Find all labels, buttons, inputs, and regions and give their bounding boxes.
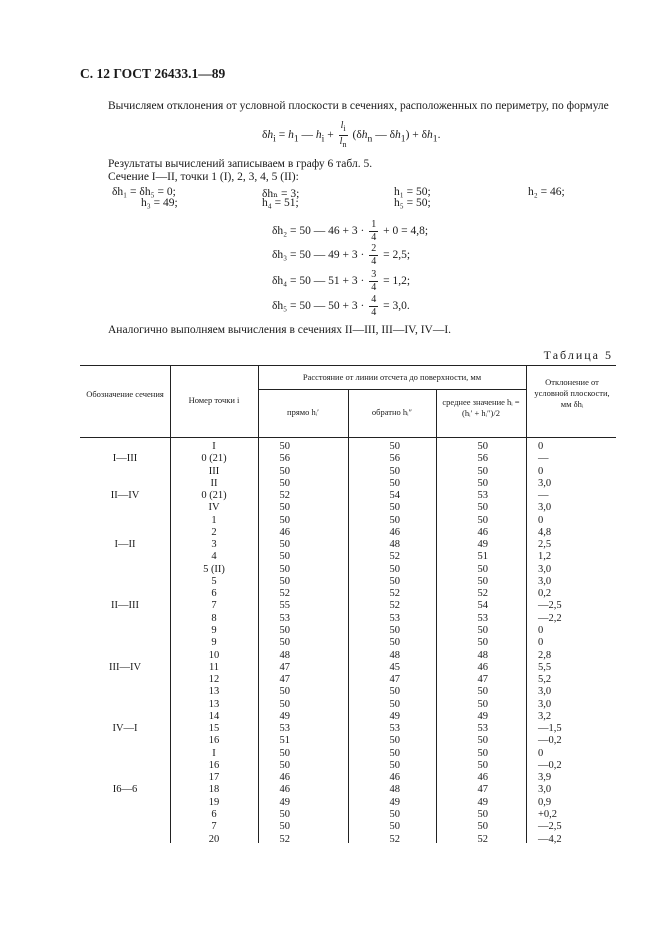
value-a1: δh₁ = δh₅ = 0; bbox=[112, 186, 176, 198]
cell-reverse: 50 bbox=[389, 808, 400, 820]
cell-reverse: 47 bbox=[389, 674, 400, 686]
cell-mean: 53 bbox=[477, 490, 488, 502]
cell-point: III bbox=[208, 465, 220, 477]
cell-mean: 46 bbox=[477, 661, 488, 673]
cell-mean: 49 bbox=[477, 796, 488, 808]
table-row bbox=[80, 502, 616, 514]
table-row bbox=[80, 441, 616, 453]
header-distance: Расстояние от линии отсчета до поверхности, мм bbox=[302, 372, 482, 382]
cell-point: 6 bbox=[211, 588, 217, 600]
cell-direct: 56 bbox=[279, 453, 290, 465]
table-row bbox=[80, 551, 616, 563]
cell-deviation: —2,2 bbox=[538, 612, 562, 624]
value-b1: δhₙ = 3; bbox=[262, 188, 300, 200]
value-c2: h₅ = 50; bbox=[394, 197, 431, 209]
cell-reverse: 49 bbox=[389, 710, 400, 722]
cell-reverse: 54 bbox=[389, 490, 400, 502]
intro-paragraph: Вычисляем отклонения от условной плоскости в сечениях, расположенных по периметру, по формуле bbox=[108, 100, 609, 112]
cell-reverse: 50 bbox=[389, 686, 400, 698]
value-c1: h₁ = 50; bbox=[394, 186, 431, 198]
table-row bbox=[80, 466, 616, 478]
cell-mean: 56 bbox=[477, 453, 488, 465]
table-row bbox=[80, 613, 616, 625]
table-row bbox=[80, 797, 616, 809]
cell-deviation: 3,0 bbox=[538, 477, 552, 489]
cell-reverse: 50 bbox=[389, 441, 400, 452]
cell-direct: 48 bbox=[279, 649, 290, 661]
cell-mean: 50 bbox=[477, 441, 488, 452]
cell-reverse: 50 bbox=[389, 637, 400, 649]
cell-point: 7 bbox=[211, 600, 217, 612]
cell-direct: 52 bbox=[279, 490, 290, 502]
cell-mean: 50 bbox=[477, 624, 488, 636]
cell-reverse: 45 bbox=[389, 661, 400, 673]
header-point: Номер точки i bbox=[188, 395, 240, 405]
table-row bbox=[80, 699, 616, 711]
cell-direct: 55 bbox=[279, 600, 290, 612]
cell-deviation: 5,5 bbox=[538, 661, 552, 673]
cell-mean: 53 bbox=[477, 612, 488, 624]
cell-deviation: 3,0 bbox=[538, 686, 552, 698]
table-row bbox=[80, 760, 616, 772]
cell-mean: 50 bbox=[477, 637, 488, 649]
table-row bbox=[80, 662, 616, 674]
cell-point: 11 bbox=[208, 661, 220, 673]
cell-mean: 50 bbox=[477, 735, 488, 747]
table-row bbox=[80, 834, 616, 846]
cell-reverse: 50 bbox=[389, 477, 400, 489]
cell-point: 13 bbox=[208, 686, 220, 698]
cell-reverse: 46 bbox=[389, 526, 400, 538]
cell-mean: 50 bbox=[477, 686, 488, 698]
table-row bbox=[80, 809, 616, 821]
cell-mean: 50 bbox=[477, 808, 488, 820]
cell-direct: 50 bbox=[279, 477, 290, 489]
cell-deviation: 0 bbox=[538, 637, 544, 649]
cell-direct: 49 bbox=[279, 710, 290, 722]
cell-reverse: 48 bbox=[389, 539, 400, 551]
cell-reverse: 52 bbox=[389, 600, 400, 612]
cell-direct: 50 bbox=[279, 465, 290, 477]
header-deviation: Отклонение от условной плоскости, мм δhᵢ bbox=[534, 377, 610, 409]
cell-reverse: 50 bbox=[389, 514, 400, 526]
cell-point: 9 bbox=[211, 624, 217, 636]
cell-reverse: 52 bbox=[389, 551, 400, 563]
header-direct: прямо hᵢ′ bbox=[287, 407, 319, 417]
cell-point: 7 bbox=[211, 821, 217, 833]
main-formula: $\delta h_i = h_1$ — $h_i$ + $\frac{l_i}{l_n}$ ($\delta h_n$ — $\delta h_1) + \delta h_1$. bbox=[262, 120, 441, 149]
cell-direct: 50 bbox=[279, 698, 290, 710]
cell-point: 4 bbox=[211, 551, 217, 563]
cell-point: I bbox=[212, 441, 216, 452]
cell-deviation: —0,2 bbox=[538, 735, 562, 747]
table-row bbox=[80, 588, 616, 600]
cell-point: 16 bbox=[208, 735, 220, 747]
cell-deviation: —1,5 bbox=[538, 723, 562, 735]
cell-deviation: 3,0 bbox=[538, 575, 552, 587]
cell-reverse: 50 bbox=[389, 747, 400, 759]
cell-direct: 46 bbox=[279, 784, 290, 796]
cell-deviation: 0 bbox=[538, 514, 544, 526]
results-line: Результаты вычислений записываем в графу 6 табл. 5. bbox=[108, 158, 373, 170]
cell-point: 2 bbox=[211, 526, 217, 538]
table-row bbox=[80, 650, 616, 662]
cell-reverse: 50 bbox=[389, 502, 400, 514]
cell-reverse: 52 bbox=[389, 833, 400, 845]
cell-mean: 47 bbox=[477, 784, 488, 796]
table-row bbox=[80, 748, 616, 760]
cell-reverse: 50 bbox=[389, 821, 400, 833]
cell-deviation: 2,5 bbox=[538, 539, 552, 551]
cell-direct: 52 bbox=[279, 588, 290, 600]
cell-deviation: 0 bbox=[538, 465, 544, 477]
data-table bbox=[80, 365, 616, 843]
cell-deviation: —0,2 bbox=[538, 759, 562, 771]
cell-deviation: 0,9 bbox=[538, 796, 552, 808]
table-row bbox=[80, 821, 616, 833]
cell-section: I6—6 bbox=[112, 784, 138, 796]
cell-reverse: 50 bbox=[389, 563, 400, 575]
cell-deviation: —4,2 bbox=[538, 833, 562, 845]
cell-deviation: 3,0 bbox=[538, 784, 552, 796]
cell-point: 6 bbox=[211, 808, 217, 820]
table-row bbox=[80, 453, 616, 465]
cell-reverse: 48 bbox=[389, 649, 400, 661]
cell-reverse: 53 bbox=[389, 723, 400, 735]
cell-direct: 53 bbox=[279, 612, 290, 624]
cell-point: IV bbox=[208, 502, 220, 514]
cell-deviation: 3,2 bbox=[538, 710, 552, 722]
cell-mean: 50 bbox=[477, 698, 488, 710]
cell-direct: 49 bbox=[279, 796, 290, 808]
cell-point: 3 bbox=[211, 539, 217, 551]
cell-point: 0 (21) bbox=[201, 453, 227, 465]
cell-reverse: 50 bbox=[389, 465, 400, 477]
table-row bbox=[80, 723, 616, 735]
header-reverse: обратно hᵢ″ bbox=[371, 407, 413, 417]
cell-direct: 50 bbox=[279, 551, 290, 563]
cell-deviation: —2,5 bbox=[538, 821, 562, 833]
cell-deviation: — bbox=[538, 490, 549, 502]
table-row bbox=[80, 478, 616, 490]
table-row bbox=[80, 490, 616, 502]
cell-reverse: 56 bbox=[389, 453, 400, 465]
table-row bbox=[80, 539, 616, 551]
cell-direct: 50 bbox=[279, 808, 290, 820]
cell-direct: 50 bbox=[279, 637, 290, 649]
cell-section: I—III bbox=[112, 453, 138, 465]
cell-deviation: 3,9 bbox=[538, 772, 552, 784]
cell-direct: 50 bbox=[279, 441, 290, 452]
cell-reverse: 48 bbox=[389, 784, 400, 796]
cell-section: I—II bbox=[114, 539, 136, 551]
cell-direct: 46 bbox=[279, 526, 290, 538]
cell-deviation: 3,0 bbox=[538, 502, 552, 514]
cell-point: 20 bbox=[208, 833, 220, 845]
cell-direct: 53 bbox=[279, 723, 290, 735]
cell-direct: 50 bbox=[279, 759, 290, 771]
cell-direct: 50 bbox=[279, 747, 290, 759]
table-row bbox=[80, 600, 616, 612]
table-row bbox=[80, 625, 616, 637]
cell-reverse: 46 bbox=[389, 772, 400, 784]
cell-section: IV—I bbox=[112, 723, 138, 735]
cell-reverse: 49 bbox=[389, 796, 400, 808]
cell-reverse: 53 bbox=[389, 612, 400, 624]
cell-deviation: — bbox=[538, 453, 549, 465]
cell-mean: 50 bbox=[477, 747, 488, 759]
cell-mean: 50 bbox=[477, 575, 488, 587]
cell-point: 15 bbox=[208, 723, 220, 735]
cell-mean: 50 bbox=[477, 477, 488, 489]
page-header: С. 12 ГОСТ 26433.1—89 bbox=[80, 66, 226, 81]
cell-direct: 51 bbox=[279, 735, 290, 747]
table-row bbox=[80, 784, 616, 796]
cell-mean: 53 bbox=[477, 723, 488, 735]
cell-mean: 50 bbox=[477, 821, 488, 833]
table-body bbox=[80, 441, 616, 846]
cell-deviation: 0 bbox=[538, 441, 544, 452]
cell-direct: 50 bbox=[279, 575, 290, 587]
cell-deviation: 3,0 bbox=[538, 563, 552, 575]
cell-reverse: 50 bbox=[389, 624, 400, 636]
cell-direct: 50 bbox=[279, 563, 290, 575]
cell-deviation: 0 bbox=[538, 747, 544, 759]
cell-mean: 50 bbox=[477, 465, 488, 477]
cell-deviation: 4,8 bbox=[538, 526, 552, 538]
cell-direct: 46 bbox=[279, 772, 290, 784]
cell-point: 18 bbox=[208, 784, 220, 796]
calc-line: δh₃ = 50 — 49 + 3 · $\frac{2}{4}$ = 2,5; bbox=[272, 243, 411, 267]
cell-deviation: 5,2 bbox=[538, 674, 552, 686]
cell-deviation: —2,5 bbox=[538, 600, 562, 612]
cell-mean: 50 bbox=[477, 759, 488, 771]
cell-reverse: 50 bbox=[389, 735, 400, 747]
cell-direct: 52 bbox=[279, 833, 290, 845]
cell-mean: 52 bbox=[477, 588, 488, 600]
cell-direct: 50 bbox=[279, 624, 290, 636]
cell-reverse: 52 bbox=[389, 588, 400, 600]
table-caption: Таблица 5 bbox=[543, 348, 613, 362]
cell-direct: 47 bbox=[279, 661, 290, 673]
cell-deviation: 2,8 bbox=[538, 649, 552, 661]
cell-mean: 50 bbox=[477, 514, 488, 526]
cell-point: 17 bbox=[208, 772, 220, 784]
cell-point: 5 bbox=[211, 575, 217, 587]
table-row bbox=[80, 576, 616, 588]
table-row bbox=[80, 711, 616, 723]
cell-point: 10 bbox=[208, 649, 220, 661]
table-row bbox=[80, 564, 616, 576]
value-a2: h₃ = 49; bbox=[141, 197, 178, 209]
cell-direct: 50 bbox=[279, 502, 290, 514]
cell-mean: 52 bbox=[477, 833, 488, 845]
cell-direct: 50 bbox=[279, 514, 290, 526]
cell-point: 9 bbox=[211, 637, 217, 649]
cell-mean: 54 bbox=[477, 600, 488, 612]
header-mean: среднее значение hᵢ = (hᵢ′ + hᵢ″)/2 bbox=[442, 397, 520, 418]
table-row bbox=[80, 686, 616, 698]
calc-line: δh₂ = 50 — 46 + 3 · $\frac{1}{4}$ + 0 = 4,8; bbox=[272, 219, 429, 243]
cell-deviation: 3,0 bbox=[538, 698, 552, 710]
value-d1: h₂ = 46; bbox=[528, 186, 565, 198]
cell-mean: 49 bbox=[477, 710, 488, 722]
cell-mean: 48 bbox=[477, 649, 488, 661]
table-row bbox=[80, 527, 616, 539]
value-b2: h₄ = 51; bbox=[262, 197, 299, 209]
cell-mean: 46 bbox=[477, 526, 488, 538]
cell-section: III—IV bbox=[108, 661, 142, 673]
cell-point: II bbox=[210, 477, 218, 489]
cell-point: 5 (II) bbox=[203, 563, 225, 575]
table-row bbox=[80, 674, 616, 686]
cell-point: 1 bbox=[211, 514, 217, 526]
table-row bbox=[80, 515, 616, 527]
cell-section: II—IV bbox=[110, 490, 140, 502]
table-row bbox=[80, 772, 616, 784]
cell-deviation: 0,2 bbox=[538, 588, 552, 600]
cell-mean: 47 bbox=[477, 674, 488, 686]
cell-reverse: 50 bbox=[389, 698, 400, 710]
calc-line: δh₅ = 50 — 50 + 3 · $\frac{4}{4}$ = 3,0. bbox=[272, 294, 410, 318]
cell-point: 0 (21) bbox=[201, 490, 227, 502]
cell-point: 13 bbox=[208, 698, 220, 710]
cell-reverse: 50 bbox=[389, 575, 400, 587]
cell-direct: 50 bbox=[279, 686, 290, 698]
cell-mean: 50 bbox=[477, 502, 488, 514]
cell-point: 16 bbox=[208, 759, 220, 771]
cell-mean: 46 bbox=[477, 772, 488, 784]
cell-point: 8 bbox=[211, 612, 217, 624]
cell-deviation: +0,2 bbox=[538, 808, 558, 820]
cell-mean: 51 bbox=[477, 551, 488, 563]
cell-mean: 49 bbox=[477, 539, 488, 551]
cell-point: I bbox=[212, 747, 216, 759]
cell-point: 12 bbox=[208, 674, 220, 686]
section-line: Сечение I—II, точки 1 (I), 2, 3, 4, 5 (II): bbox=[108, 171, 299, 183]
cell-deviation: 1,2 bbox=[538, 551, 552, 563]
cell-point: 19 bbox=[208, 796, 220, 808]
cell-mean: 50 bbox=[477, 563, 488, 575]
cell-deviation: 0 bbox=[538, 624, 544, 636]
cell-point: 14 bbox=[208, 710, 220, 722]
analog-paragraph: Аналогично выполняем вычисления в сечениях II—III, III—IV, IV—I. bbox=[108, 324, 452, 336]
cell-direct: 50 bbox=[279, 539, 290, 551]
table-row bbox=[80, 637, 616, 649]
calc-line: δh₄ = 50 — 51 + 3 · $\frac{3}{4}$ = 1,2; bbox=[272, 269, 411, 293]
header-section: Обозначение сечения bbox=[86, 389, 164, 399]
cell-direct: 47 bbox=[279, 674, 290, 686]
cell-section: II—III bbox=[111, 600, 139, 612]
table-row bbox=[80, 735, 616, 747]
cell-direct: 50 bbox=[279, 821, 290, 833]
cell-reverse: 50 bbox=[389, 759, 400, 771]
